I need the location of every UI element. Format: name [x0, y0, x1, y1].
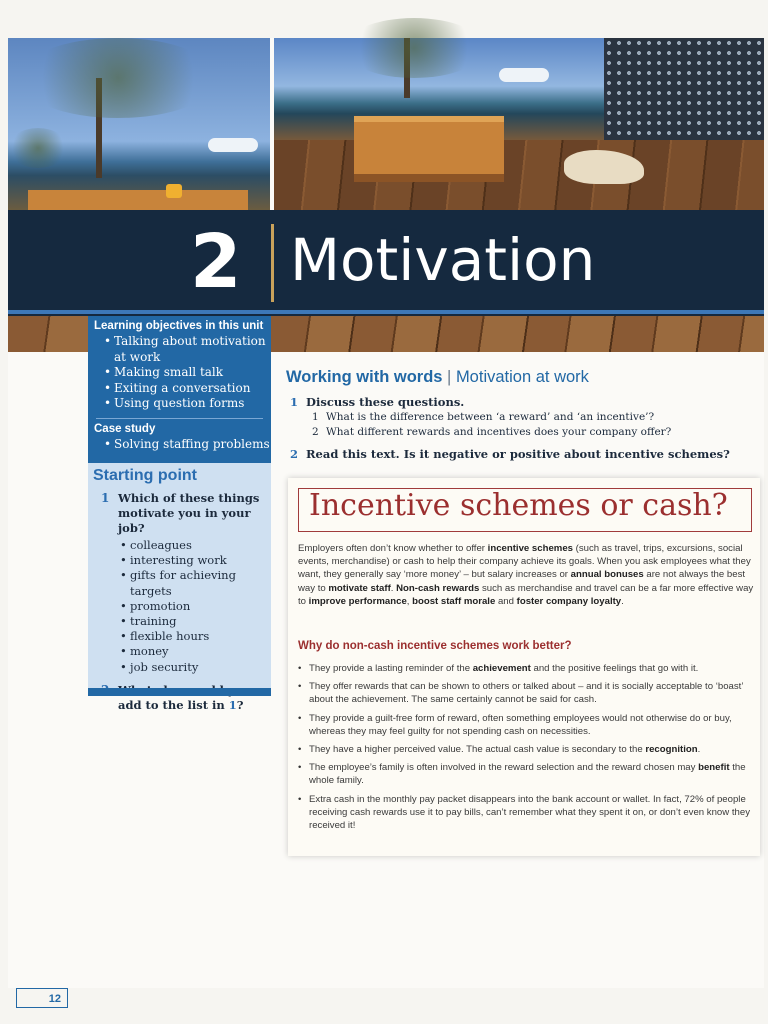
task-1-question-1: [312, 411, 654, 423]
article-intro: [298, 542, 754, 608]
task-1-question-2: [312, 426, 671, 438]
article-subheading: Why do non-cash incentive schemes work better?: [298, 640, 572, 652]
unit-number: 2: [190, 219, 242, 305]
header-photo-left: [8, 38, 270, 210]
list-item: • promotion: [120, 599, 271, 614]
header-photo-right: [274, 38, 764, 210]
text-run: such as merchandise and travel can be a far more effective way to: [298, 582, 754, 607]
case-study-list: [88, 437, 271, 453]
text-run: (such as travel, trips, excursions, social events, merchandise) or cash to help their company achieve its goals. When you ask employees what they want, they generally say ‘more money’ – but salary increases or: [298, 543, 751, 581]
question-text: add to the list in: [118, 697, 225, 712]
article-title: Incentive schemes or cash?: [309, 488, 728, 523]
key-term: motivate staff: [328, 582, 391, 594]
list-item: • money: [120, 644, 271, 659]
list-item: • Making small talk: [104, 365, 271, 381]
question-number: 1: [101, 491, 110, 505]
tree-canopy: [344, 18, 484, 78]
list-item: • Exiting a conversation: [104, 381, 271, 397]
key-term: annual bonuses: [570, 569, 644, 581]
article-title-box: [298, 488, 752, 532]
cup: [166, 184, 182, 198]
starting-point-box: [88, 463, 271, 712]
heading-separator: |: [447, 368, 452, 386]
section-subtitle: Motivation at work: [455, 368, 589, 386]
key-term: recognition: [645, 744, 698, 756]
task-number: 2: [290, 447, 299, 461]
list-item: [298, 793, 754, 833]
wooden-deck: [274, 140, 764, 210]
question-text: Which of these things motivate you in your job?: [118, 491, 260, 535]
list-item: • Talking about motivation at work: [104, 334, 271, 365]
text-run: Extra cash in the monthly pay packet disappears into the bank account or wallet. In fact, 72% of people receiving cash rewards use it to pay bills, can’t remember what they spent it on, or don’t even know they received it!: [309, 793, 750, 832]
task-text: Read this text. Is it negative or positive about incentive schemes?: [306, 447, 730, 461]
list-item: • flexible hours: [120, 629, 271, 644]
list-item: [298, 680, 754, 706]
text-run: .: [621, 595, 624, 607]
article-card: [288, 478, 760, 856]
key-term: boost staff morale: [412, 595, 496, 607]
task-1: [290, 395, 464, 409]
page-number: 12: [16, 988, 68, 1008]
learning-objectives-heading: Learning objectives in this unit: [94, 320, 264, 332]
task-2: [290, 447, 730, 461]
learning-objectives-box: [88, 316, 271, 463]
list-item: • gifts for achieving targets: [120, 568, 271, 598]
text-run: ,: [406, 595, 413, 607]
text-run: are not always the best way to: [298, 569, 746, 594]
learning-objectives-list: [88, 334, 271, 412]
list-item: • Solving staffing problems: [104, 437, 271, 453]
list-item: [298, 712, 754, 738]
list-item: [298, 662, 754, 675]
low-table: [354, 116, 504, 182]
text-run: The employee’s family is often involved in the reward selection and the reward chosen may: [309, 762, 699, 774]
list-item: [298, 761, 754, 787]
text-run: the whole family.: [309, 762, 746, 787]
question-text: What is the difference between ‘a reward’ and ‘an incentive’?: [326, 411, 655, 423]
table-top: [28, 190, 248, 210]
text-run: They provide a guilt-free form of reward, often something employees would not otherwise do or buy, whereas they may feel guilty for not spending cash on necessities.: [309, 712, 732, 737]
tree-canopy: [18, 38, 218, 118]
key-term: incentive schemes: [487, 543, 573, 554]
question-text: What different rewards and incentives does your company offer?: [326, 426, 672, 438]
text-run: .: [390, 582, 397, 594]
cloud: [208, 138, 258, 152]
text-run: and the positive feelings that go with it.: [530, 663, 699, 674]
unit-title: Motivation: [290, 226, 596, 294]
title-stripe: [8, 310, 764, 314]
divider: [96, 418, 263, 419]
key-term: foster company loyalty: [516, 595, 622, 607]
title-divider: [271, 224, 274, 302]
text-run: They provide a lasting reminder of the: [309, 663, 473, 674]
key-term: benefit: [698, 762, 730, 774]
list-item: • colleagues: [120, 538, 271, 553]
text-run: .: [697, 744, 701, 756]
key-term: improve performance: [308, 595, 407, 607]
cloud: [499, 68, 549, 82]
starting-point-title: Starting point: [93, 467, 197, 484]
list-item: • interesting work: [120, 553, 271, 568]
list-item: • training: [120, 614, 271, 629]
task-number: 1: [290, 395, 299, 409]
working-with-words-heading: [286, 368, 589, 387]
text-run: They offer rewards that can be shown to others or talked about – and it is socially acceptable to ‘boast’ about the achievement. The same certainly cannot be said for cash.: [309, 681, 744, 706]
list-item: [298, 743, 754, 756]
question-1: [88, 491, 271, 536]
question-number: 1: [312, 411, 319, 423]
list-item: • job security: [120, 660, 271, 675]
key-term: achievement: [472, 663, 531, 674]
article-bullet-list: [298, 662, 754, 837]
starting-point-bottom-bar: [88, 688, 271, 696]
textbook-page: [8, 38, 764, 1005]
task-text: Discuss these questions.: [306, 395, 465, 409]
key-term: Non-cash rewards: [396, 582, 480, 594]
case-study-heading: Case study: [94, 422, 156, 435]
unit-title-band: [8, 210, 764, 316]
list-item: • Using question forms: [104, 396, 271, 412]
question-text-end: ?: [236, 697, 244, 712]
question-reference: 1: [228, 697, 237, 712]
lattice-screen: [604, 38, 764, 148]
question-number: 2: [312, 426, 319, 438]
text-run: and: [495, 595, 517, 607]
text-run: They have a higher perceived value. The actual cash value is secondary to the: [309, 744, 646, 756]
section-title: Working with words: [286, 368, 443, 386]
motivators-list: [88, 538, 271, 675]
text-run: Employers often don’t know whether to offer: [298, 543, 488, 554]
bush: [8, 128, 68, 168]
